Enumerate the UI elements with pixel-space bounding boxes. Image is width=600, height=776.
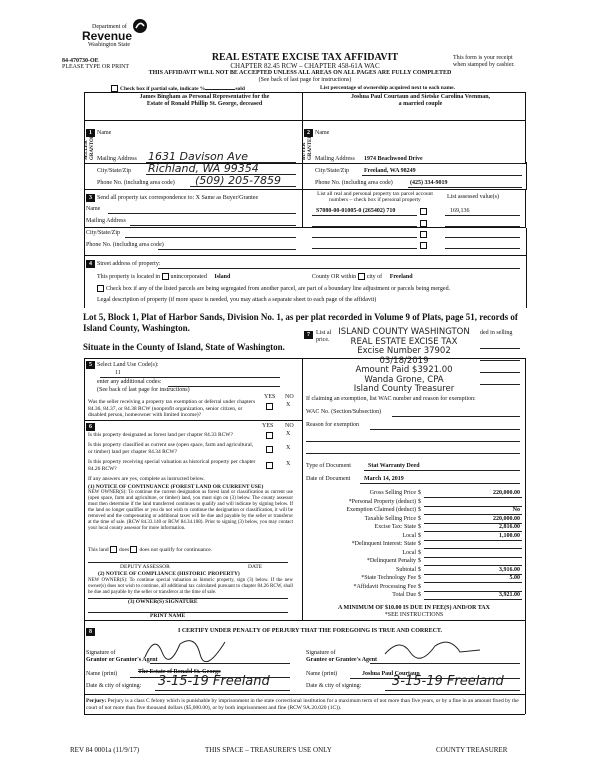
assessed-head: List assessed value(s) bbox=[447, 194, 499, 200]
does-not-label: does not qualify for continuance. bbox=[139, 546, 213, 553]
list-all-label: List al bbox=[316, 330, 332, 336]
s5-see-back: (See back of last page for instructions) bbox=[97, 387, 190, 393]
s5-no: NO bbox=[285, 394, 294, 400]
land-use-label: Select Land Use Code(s): bbox=[97, 362, 159, 368]
buyer-name-1: Joshua Paul Courtaun and Sietske Carolina Veenman, bbox=[350, 94, 491, 100]
stamp-line-1: ISLAND COUNTY WASHINGTON bbox=[338, 327, 470, 337]
personal-property-checkbox-2[interactable] bbox=[420, 220, 427, 227]
buyer-phone-label: Phone No. (including area code) bbox=[315, 180, 393, 186]
tax-row-currency: $ bbox=[418, 515, 421, 522]
stamp-line-3: Excise Number 37902 bbox=[357, 346, 451, 356]
tax-row bbox=[306, 575, 522, 584]
grantee-print-name: Joshua Paul Courtaun bbox=[362, 671, 420, 677]
wac-label: WAC No. (Section/Subsection) bbox=[306, 409, 382, 415]
tax-row-currency: $ bbox=[418, 566, 421, 573]
tax-row-currency: $ bbox=[418, 575, 421, 581]
seller-phone: (509) 205-7859 bbox=[195, 174, 282, 187]
current-use-yes-checkbox[interactable] bbox=[266, 446, 273, 453]
section-8-number: 8 bbox=[86, 628, 95, 636]
tax-row bbox=[306, 567, 522, 576]
s3-name-label: Name bbox=[86, 206, 101, 212]
stamp-line-6: Wanda Grone, CPA bbox=[364, 374, 444, 385]
grantor-date-city: 3-15-19 Freeland bbox=[158, 674, 270, 689]
historic-no-mark: X bbox=[286, 461, 291, 467]
street-address-label: Street address of property: bbox=[97, 261, 161, 267]
grantor-sig-label: Signature of bbox=[86, 650, 116, 656]
tax-row bbox=[306, 558, 522, 567]
forest-yes-checkbox[interactable] bbox=[266, 432, 273, 439]
grantor-print-name: The Estate of Ronald St. George bbox=[138, 669, 221, 675]
tax-table bbox=[306, 490, 522, 601]
dept-top: Department of bbox=[92, 24, 127, 30]
tax-row-label: Gross Selling Price bbox=[369, 490, 416, 496]
current-use-no-mark: X bbox=[286, 445, 291, 451]
tax-row-label: Total Due bbox=[392, 592, 416, 598]
receipt-note: This form is your receipt bbox=[453, 55, 513, 61]
seller-mailing-label: Mailing Address bbox=[97, 156, 137, 162]
treasurer-stamp bbox=[330, 328, 478, 395]
legal-desc-label: Legal description of property (if more space is needed, you may attach a separate sheet to each page of the affidavit) bbox=[97, 297, 377, 303]
grantee-name-label: Name (print) bbox=[306, 671, 338, 677]
tax-row bbox=[306, 541, 522, 550]
grantee-agent-label: Grantee or Grantee's Agent bbox=[306, 657, 378, 663]
perjury-label: Perjury: bbox=[86, 698, 107, 704]
notice-compliance-body: NEW OWNER(S): To continue special valuation as historic property, sign (3) below. If the new owner(s) does not wish to continue, all additional tax calculated pursuant to chapter 84.26 RCW, shall be due and payable by the seller or transferor at the time of sale. bbox=[88, 578, 293, 595]
seller-name-1: James Bingham as Personal Representative for the bbox=[139, 94, 270, 100]
this-land-label: This land bbox=[88, 546, 109, 553]
seller-name-label: Name bbox=[97, 130, 112, 136]
s5-yes-checkbox[interactable] bbox=[266, 403, 273, 410]
situate-line: Situate in the County of Island, State of Washington. bbox=[83, 342, 285, 352]
does-label: does bbox=[119, 546, 130, 553]
parcel-head-1: List all real and personal property tax parcel account bbox=[317, 191, 433, 197]
historic-yes-checkbox[interactable] bbox=[266, 462, 273, 469]
tax-row-label: *Delinquent Penalty bbox=[366, 558, 416, 564]
grantor-name-label: Name (print) bbox=[86, 671, 118, 677]
additional-codes-label: enter any additional codes: bbox=[97, 379, 162, 385]
dept-state: Washington State bbox=[88, 42, 131, 48]
does-checkbox[interactable] bbox=[110, 546, 117, 553]
tax-row-label: Local bbox=[402, 532, 416, 539]
partial-sale-checkbox[interactable] bbox=[111, 85, 118, 92]
dept-name: Revenue bbox=[82, 29, 133, 43]
tax-row bbox=[306, 592, 522, 601]
notice-compliance-title: (2) NOTICE OF COMPLIANCE (HISTORIC PROPERTY) bbox=[98, 571, 240, 577]
qualify-line bbox=[88, 546, 212, 553]
tax-row-value: 3,921.00 bbox=[499, 592, 520, 598]
tax-row-currency: $ bbox=[418, 507, 421, 513]
tax-row-value: 5.00 bbox=[509, 575, 520, 581]
grantee-signature bbox=[380, 632, 490, 662]
if-yes-note: If any answers are yes, complete as instructed below. bbox=[88, 476, 205, 482]
forest-question: Is this property designated as forest land per chapter 84.33 RCW? bbox=[88, 432, 233, 438]
tax-row bbox=[306, 584, 522, 593]
notice: THIS AFFIDAVIT WILL NOT BE ACCEPTED UNLESS ALL AREAS ON ALL PAGES ARE FULLY COMPLETED bbox=[148, 70, 452, 76]
section-2-number: 2 bbox=[304, 129, 313, 137]
tax-row-label: *State Technology Fee bbox=[361, 575, 416, 581]
section-6-number: 6 bbox=[86, 423, 95, 431]
tax-row bbox=[306, 516, 522, 525]
form-title: REAL ESTATE EXCISE TAX AFFIDAVIT bbox=[211, 52, 399, 63]
buyer-side-label: BUYER GRANTEE bbox=[302, 135, 313, 160]
tax-row-currency: $ bbox=[418, 558, 421, 564]
s6-no: NO bbox=[285, 423, 294, 429]
grantee-date-city: 3-15-19 Freeland bbox=[392, 674, 504, 689]
stamp-line-4: 03/18/2019 bbox=[379, 355, 429, 366]
see-instructions: *SEE INSTRUCTIONS bbox=[384, 612, 444, 618]
tax-row bbox=[306, 490, 522, 499]
doc-type-label: Type of Document bbox=[306, 463, 351, 469]
unincorporated-label: unincorporated bbox=[170, 273, 207, 280]
stamp-line-7: Island County Treasurer bbox=[353, 384, 455, 394]
tax-row-value: 1,100.00 bbox=[499, 532, 520, 539]
s5-no-mark: X bbox=[286, 402, 291, 408]
tax-row-value: 220,000.00 bbox=[493, 515, 520, 522]
tax-row bbox=[306, 524, 522, 533]
section-4-number: 4 bbox=[86, 260, 95, 268]
tax-row-currency: $ bbox=[418, 549, 421, 556]
parcel-number: S7080-00-01005-0 (265402) 710 bbox=[316, 208, 396, 214]
parcel-head-2: numbers – check box if personal property bbox=[329, 197, 421, 203]
buyer-name-2: a married couple bbox=[398, 101, 443, 107]
perjury-text: Perjury is a class C felony which is punishable by imprisonment in the state correctional institution for a maximum term of not more than five years, or by a fine in an amount fixed by the court of not more than five thousand dollars ($5,000.00), or by both imprisonment and fine (RCW 9A.20.020 (1C)). bbox=[86, 698, 519, 711]
assessed-value: 169,136 bbox=[450, 208, 470, 214]
tax-row bbox=[306, 550, 522, 559]
tax-row bbox=[306, 507, 522, 516]
tax-row-label: Local bbox=[402, 549, 416, 556]
grantee-date-label: Date & city of signing: bbox=[306, 683, 362, 689]
seller-phone-label: Phone No. (including area code) bbox=[97, 180, 175, 186]
does-not-checkbox[interactable] bbox=[130, 546, 137, 553]
historic-question: Is this property receiving special valuation as historical property per chapter 84.26 RCW? bbox=[88, 459, 256, 472]
tax-row-label: Taxable Selling Price bbox=[364, 515, 416, 522]
tax-row-value: 2,816.00 bbox=[499, 524, 520, 530]
ownership-note: List percentage of ownership acquired next to each name. bbox=[320, 85, 455, 91]
form-chapter: CHAPTER 82.45 RCW – CHAPTER 458-61A WAC bbox=[230, 62, 380, 70]
revenue-swirl-icon bbox=[132, 18, 148, 34]
minimum-due: A MINIMUM OF $10.00 IS DUE IN FEE(S) AND/OR TAX bbox=[338, 605, 490, 611]
form-code: 84-470730-OE bbox=[62, 58, 99, 64]
certify-statement: I CERTIFY UNDER PENALTY OF PERJURY THAT THE FOREGOING IS TRUE AND CORRECT. bbox=[177, 628, 442, 634]
city-of-label: city of bbox=[366, 273, 383, 280]
tax-row-label: Exemption Claimed (deduct) bbox=[346, 507, 416, 513]
seller-mailing: 1631 Davison Ave bbox=[148, 150, 248, 163]
county-value: Island bbox=[214, 273, 231, 280]
tax-row-currency: $ bbox=[418, 498, 421, 505]
grantee-sig-label: Signature of bbox=[306, 650, 336, 656]
buyer-phone: (425) 334-9019 bbox=[410, 180, 448, 186]
rev-code: REV 84 0001a (11/9/17) bbox=[70, 746, 140, 754]
notice-continuance-body: NEW OWNER(S): To continue the current designation as forest land or classification as current use (open space, farm and agriculture, or timber) land, you must sign on (3) below. The county assessor must then determine if the land transferred continues to qualify and will indicate by signing below. If the land no longer qualifies or you do not wish to continue the designation or classification, it will be removed and the compensating or additional taxes will be due and payable by the seller or transferor at the time of sale. (RCW 84.33.140 or RCW 84.34.108). Prior to signing (3) below, you may contact your local county assessor for more information. bbox=[88, 490, 293, 531]
buyer-city: Freeland, WA 98249 bbox=[364, 168, 416, 174]
grantor-date-label: Date & city of signing: bbox=[86, 683, 142, 689]
tax-row-label: *Affidavit Processing Fee bbox=[353, 583, 416, 590]
s3-mailing-label: Mailing Address bbox=[86, 218, 126, 224]
personal-property-checkbox[interactable] bbox=[420, 208, 427, 215]
stamp-line-2: REAL ESTATE EXCISE TAX bbox=[350, 336, 458, 347]
exemption-claim-label: If claiming an exemption, list WAC number and reason for exemption: bbox=[306, 396, 476, 402]
perjury-statement bbox=[86, 698, 522, 711]
type-print: PLEASE TYPE OR PRINT bbox=[62, 64, 130, 70]
tax-row-currency: $ bbox=[418, 592, 421, 598]
seller-city-label: City/State/Zip bbox=[97, 168, 131, 174]
seller-city: Richland, WA 99354 bbox=[148, 162, 259, 175]
buyer-mailing-label: Mailing Address bbox=[315, 156, 355, 162]
exemption-question: Was the seller receiving a property tax exemption or deferral under chapters 84.36, 84.37, or 84.38 RCW (nonprofit organization, senior citizen, or disabled person, homeowner with limited income)? bbox=[88, 399, 256, 418]
tax-row-label: Subtotal bbox=[395, 566, 416, 573]
tax-row-label: Excise Tax: State bbox=[374, 524, 416, 530]
s5-yes: YES bbox=[264, 394, 276, 400]
current-use-question: Is this property classified as current use (open space, farm and agricultural, or timber) land per chapter 84.34 RCW? bbox=[88, 442, 254, 455]
revenue-logo bbox=[62, 18, 152, 54]
buyer-mailing: 1974 Beachwood Drive bbox=[364, 156, 423, 162]
tax-row-value: 3,916.00 bbox=[499, 566, 520, 573]
stamp-line-5: Amount Paid $3921.00 bbox=[355, 365, 453, 375]
s3-city-label: City/State/Zip bbox=[86, 230, 120, 236]
price-label: price. bbox=[316, 337, 330, 343]
located-label: This property is located in bbox=[97, 273, 160, 280]
deputy-date: DATE bbox=[248, 564, 263, 570]
tax-row-value: No bbox=[512, 507, 520, 513]
tax-row-currency: $ bbox=[418, 490, 421, 496]
tax-row-label: *Personal Property (deduct) bbox=[348, 498, 416, 505]
tax-row bbox=[306, 533, 522, 542]
city-value: Freeland bbox=[389, 273, 413, 280]
tax-row-currency: $ bbox=[418, 532, 421, 539]
stamped-note: when stamped by cashier. bbox=[453, 62, 515, 68]
legal-description: Lot 5, Block 1, Plat of Harbor Sands, Division No. 1, as per plat recorded in Volume 9 of Plats, page 51, records of Island County, Washington. bbox=[83, 312, 518, 333]
land-use-code: 11 bbox=[115, 370, 121, 376]
tax-row-value: 220,000.00 bbox=[493, 490, 520, 496]
tax-row-currency: $ bbox=[418, 541, 421, 547]
forest-no-mark: X bbox=[286, 431, 291, 437]
county-or-label: County OR within bbox=[311, 273, 357, 280]
doc-date-label: Date of Document bbox=[306, 476, 351, 482]
section-7-number: 7 bbox=[304, 331, 313, 339]
seller-name-2: Estate of Ronald Phillip St. George, deceased bbox=[146, 101, 263, 107]
grantor-agent-label: Grantor or Grantor's Agent bbox=[86, 657, 158, 663]
doc-date: March 14, 2019 bbox=[364, 476, 404, 482]
deputy-assessor: DEPUTY ASSESSOR bbox=[120, 564, 170, 570]
grantor-signature bbox=[140, 632, 240, 662]
buyer-city-label: City/State/Zip bbox=[315, 168, 349, 174]
partial-label: Check box if partial sale, indicate % bbox=[120, 85, 206, 92]
segregated-label: Check box if any of the listed parcels are being segregated from another parcel, are part of a boundary line adjustment or parcels being merged. bbox=[106, 285, 451, 292]
tax-row-currency: $ bbox=[418, 583, 421, 590]
seller-side-label: SELLER GRANTOR bbox=[84, 134, 95, 160]
sold-label: sold bbox=[235, 85, 245, 92]
s6-yes: YES bbox=[262, 423, 274, 429]
section-3-number: 3 bbox=[86, 194, 95, 202]
section-5-number: 5 bbox=[86, 361, 95, 369]
owner-signature: (3) OWNER(S) SIGNATURE bbox=[128, 599, 198, 605]
print-name: PRINT NAME bbox=[150, 613, 186, 619]
notice-continuance-title: (1) NOTICE OF CONTINUANCE (FOREST LAND OR CURRENT USE) bbox=[88, 484, 264, 490]
see-back: (See back of last page for instructions) bbox=[258, 77, 352, 83]
tax-row-currency: $ bbox=[418, 524, 421, 530]
reason-label: Reason for exemption bbox=[306, 422, 359, 428]
s3-phone-label: Phone No. (including area code) bbox=[86, 242, 164, 248]
doc-type: Stat Warranty Deed bbox=[368, 463, 420, 469]
buyer-name-label: Name bbox=[315, 130, 330, 136]
tax-correspondence: Send all property tax correspondence to: X Same as Buyer/Grantee bbox=[97, 195, 259, 201]
treasurer-space: THIS SPACE – TREASURER'S USE ONLY bbox=[205, 746, 332, 754]
county-treasurer: COUNTY TREASURER bbox=[436, 746, 508, 754]
section-1-number: 1 bbox=[86, 129, 95, 137]
ded-label: ded in selling bbox=[480, 330, 513, 336]
tax-row-label: *Delinquent Interest: State bbox=[351, 541, 416, 547]
tax-row bbox=[306, 499, 522, 508]
